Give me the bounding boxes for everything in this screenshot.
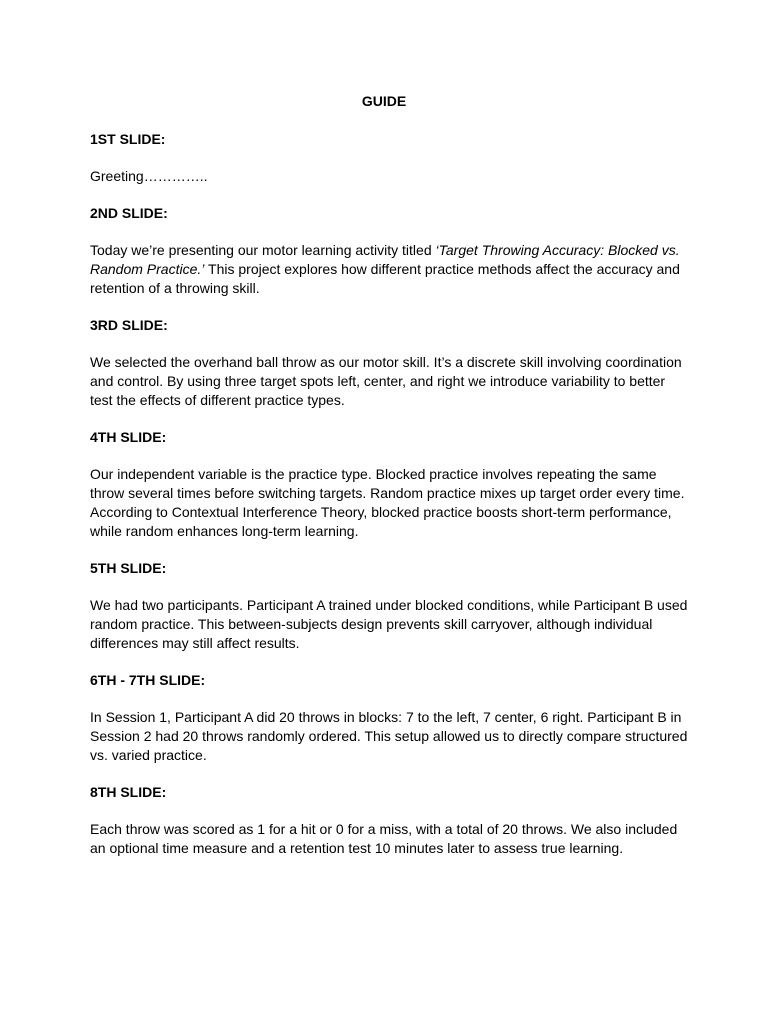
section-heading-8th-slide: 8TH SLIDE: [90,784,167,800]
section-text-8th-slide: Each throw was scored as 1 for a hit or 0 for a miss, with a total of 20 throws. We also included an optional time measure and a retention test 10 minutes later to assess true learning. [90,821,678,856]
activity-title-italic: ‘Target Throwing Accuracy: Blocked vs. Random Practice.’ [90,242,680,277]
section-text-5th-slide: We had two participants. Participant A trained under blocked conditions, while Participant B used random practice. This between-subjects design prevents skill carryover, although individual differences may still affect results. [90,597,688,651]
section-text-2nd-slide-rest: This project explores how different practice methods affect the accuracy and retention of a throwing skill. [90,261,680,296]
document-body [90,130,690,876]
section-heading-4th-slide: 4TH SLIDE: [90,429,167,445]
section-heading-1st-slide: 1ST SLIDE: [90,131,166,147]
section-text-2nd-slide-intro: Today we’re presenting our motor learning activity titled [90,242,436,258]
section-heading-6th-7th-slide: 6TH - 7TH SLIDE: [90,672,206,688]
section-text-1st-slide: Greeting………….. [90,168,208,184]
section-heading-5th-slide: 5TH SLIDE: [90,560,167,576]
section-heading-3rd-slide: 3RD SLIDE: [90,317,168,333]
section-text-2nd-slide [90,241,690,298]
section-text-6th-7th-slide: In Session 1, Participant A did 20 throws in blocks: 7 to the left, 7 center, 6 right. Participant B in Session 2 had 20 throws randomly ordered. This setup allowed us to directly compare structured vs. varied practice. [90,709,688,763]
document-title: GUIDE [361,93,407,109]
section-heading-2nd-slide: 2ND SLIDE: [90,205,168,221]
section-text-4th-slide: Our independent variable is the practice type. Blocked practice involves repeating the same throw several times before switching targets. Random practice mixes up target order every time. According to Contextual Interference Theory, blocked practice boosts short-term performance, while random enhances long-term learning. [90,466,685,539]
section-text-3rd-slide: We selected the overhand ball throw as our motor skill. It’s a discrete skill involving coordination and control. By using three target spots left, center, and right we introduce variability to better test the effects of different practice types. [90,354,682,408]
